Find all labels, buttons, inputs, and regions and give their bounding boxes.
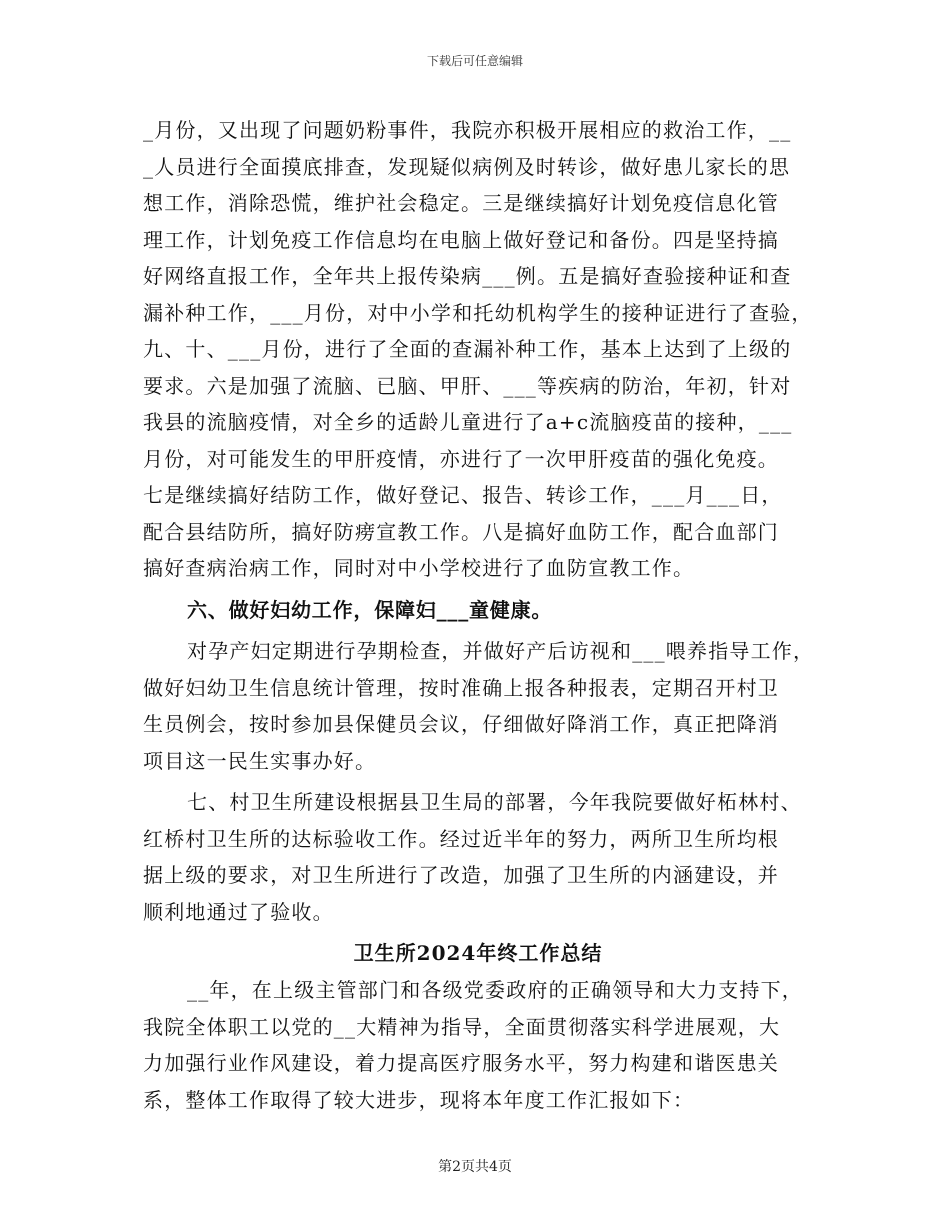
text-line: 搞好查病治病工作，同时对中小学校进行了血防宣教工作。 xyxy=(143,556,695,580)
text-line: 顺利地通过了验收。 xyxy=(143,899,334,924)
text-line: 七、村卫生所建设根据县卫生局的部署，今年我院要做好柘林村、 xyxy=(187,790,802,814)
page-footer: 第2页共4页 xyxy=(438,1159,512,1175)
text-line: __年，在上级主管部门和各级党委政府的正确领导和大力支持下， xyxy=(187,978,803,1002)
text-line: 生员例会，按时参加县保健员会议，仔细做好降消工作，真正把降消 xyxy=(143,712,779,736)
page-header: 下载后可任意编辑 xyxy=(426,54,523,68)
text-line: 力加强行业作风建设，着力提高医疗服务水平，努力构建和谐医患关 xyxy=(143,1051,779,1075)
text-line: _月份，又出现了问题奶粉事件，我院亦积极开展相应的救治工作，__ xyxy=(143,118,792,142)
text-line: 七是继续搞好结防工作，做好登记、报告、转诊工作，___月___日， xyxy=(143,483,783,507)
paragraph-village-clinic xyxy=(143,784,813,930)
text-line: 想工作，消除恐慌，维护社会稳定。三是继续搞好计划免疫信息化管 xyxy=(143,191,779,215)
text-line: 配合县结防所，搞好防痨宣教工作。八是搞好血防工作，配合血部门 xyxy=(143,519,779,544)
text-line: 理工作，计划免疫工作信息均在电脑上做好登记和备份。四是坚持搞 xyxy=(143,227,779,252)
text-line: 要求。六是加强了流脑、已脑、甲肝、___等疾病的防治，年初，针对 xyxy=(143,373,792,398)
text-line: 对孕产妇定期进行孕期检查，并做好产后访视和___喂养指导工作， xyxy=(187,639,815,663)
text-line: 月份，对可能发生的甲肝疫情，亦进行了一次甲肝疫苗的强化免疫。 xyxy=(143,446,779,471)
text-line: 项目这一民生实事办好。 xyxy=(143,748,377,773)
text-line: 漏补种工作，___月份，对中小学和托幼机构学生的接种证进行了查验， xyxy=(143,300,813,325)
text-line: 做好妇幼卫生信息统计管理，按时准确上报各种报表，定期召开村卫 xyxy=(143,675,779,700)
text-line: 我县的流脑疫情，对全乡的适龄儿童进行了a+c流脑疫苗的接种，___ xyxy=(143,410,793,434)
text-line: _人员进行全面摸底排查，发现疑似病例及时转诊，做好患儿家长的思 xyxy=(143,154,791,179)
paragraph-disease-prevention xyxy=(143,112,813,587)
paragraph-annual-summary xyxy=(143,972,813,1118)
document-title: 卫生所2024年终工作总结 xyxy=(353,941,603,965)
paragraph-maternal-child xyxy=(143,633,813,779)
text-line: 系，整体工作取得了较大进步，现将本年度工作汇报如下： xyxy=(143,1087,695,1112)
text-line: 红桥村卫生所的达标验收工作。经过近半年的努力，两所卫生所均根 xyxy=(143,826,779,851)
text-line: 九、十、___月份，进行了全面的查漏补种工作，基本上达到了上级的 xyxy=(143,337,792,361)
section-heading-6: 六、做好妇幼工作，保障妇___童健康。 xyxy=(187,597,553,622)
text-line: 据上级的要求，对卫生所进行了改造，加强了卫生所的内涵建设，并 xyxy=(143,863,779,887)
text-line: 我院全体职工以党的__大精神为指导，全面贯彻落实科学进展观，大 xyxy=(143,1014,781,1039)
text-line: 好网络直报工作，全年共上报传染病___例。五是搞好查验接种证和查 xyxy=(143,264,792,288)
document-body xyxy=(143,112,813,1118)
